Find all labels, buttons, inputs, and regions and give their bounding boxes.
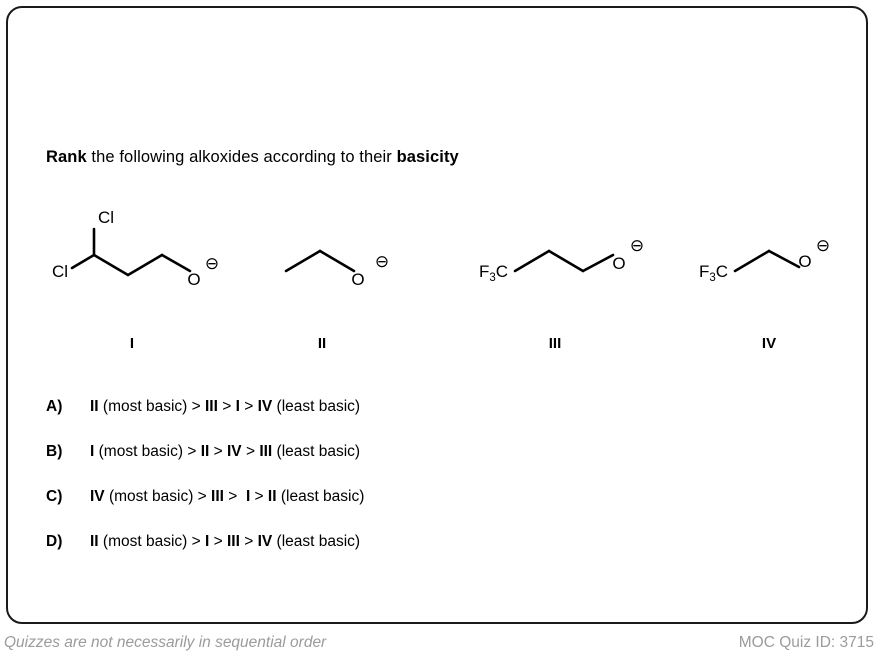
structure-4-drawing bbox=[693, 193, 863, 328]
structure-4 bbox=[693, 193, 863, 352]
structure-2-drawing bbox=[270, 193, 420, 328]
structure-2-label: II bbox=[317, 335, 327, 352]
answer-option-d[interactable] bbox=[46, 533, 836, 551]
charge-minus: ⊖ bbox=[629, 236, 645, 255]
answer-text-b: I (most basic) > II > IV > III (least basic) bbox=[90, 443, 361, 460]
answer-text-d: II (most basic) > I > III > IV (least basic) bbox=[90, 533, 361, 550]
question-prompt bbox=[46, 148, 459, 168]
structure-1 bbox=[38, 193, 238, 352]
answer-list bbox=[46, 398, 836, 578]
structure-3-label: III bbox=[548, 335, 562, 352]
answer-letter-a: A) bbox=[46, 398, 63, 415]
footer-quiz-id: MOC Quiz ID: 3715 bbox=[738, 634, 874, 651]
prompt-lead: Rank bbox=[46, 148, 87, 166]
answer-text-a: II (most basic) > III > I > IV (least basic) bbox=[90, 398, 361, 415]
footer-note: Quizzes are not necessarily in sequential order bbox=[4, 634, 327, 651]
structure-1-drawing bbox=[38, 193, 238, 328]
prompt-middle: the following alkoxides according to their bbox=[86, 148, 397, 166]
charge-minus: ⊖ bbox=[815, 236, 831, 255]
atom-label-o: O bbox=[798, 252, 812, 271]
atom-label-o: O bbox=[612, 254, 626, 273]
atom-label-cl-left: Cl bbox=[52, 262, 69, 281]
answer-letter-b: B) bbox=[46, 443, 63, 460]
answer-letter-c: C) bbox=[46, 488, 63, 505]
atom-label-f3c: $F_3C$ bbox=[699, 262, 729, 284]
structure-3-drawing bbox=[473, 193, 663, 328]
structure-4-label: IV bbox=[761, 335, 777, 352]
structure-2 bbox=[270, 193, 420, 352]
atom-label-f3c: $F_3C$ bbox=[479, 262, 509, 284]
quiz-card bbox=[6, 6, 868, 624]
answer-option-a[interactable] bbox=[46, 398, 836, 416]
atom-label-cl-top: Cl bbox=[97, 208, 115, 227]
prompt-emphasis: basicity bbox=[396, 148, 459, 166]
answer-option-b[interactable] bbox=[46, 443, 836, 461]
answer-text-c: IV (most basic) > III > I > II (least basic) bbox=[90, 488, 365, 505]
atom-label-o: O bbox=[351, 270, 365, 289]
structure-1-label: I bbox=[129, 335, 135, 352]
atom-label-o: O bbox=[187, 270, 201, 289]
charge-minus: ⊖ bbox=[374, 252, 390, 271]
charge-minus: ⊖ bbox=[204, 254, 220, 273]
answer-letter-d: D) bbox=[46, 533, 63, 550]
answer-option-c[interactable] bbox=[46, 488, 836, 506]
structure-3 bbox=[473, 193, 663, 352]
structure-row bbox=[8, 193, 870, 368]
